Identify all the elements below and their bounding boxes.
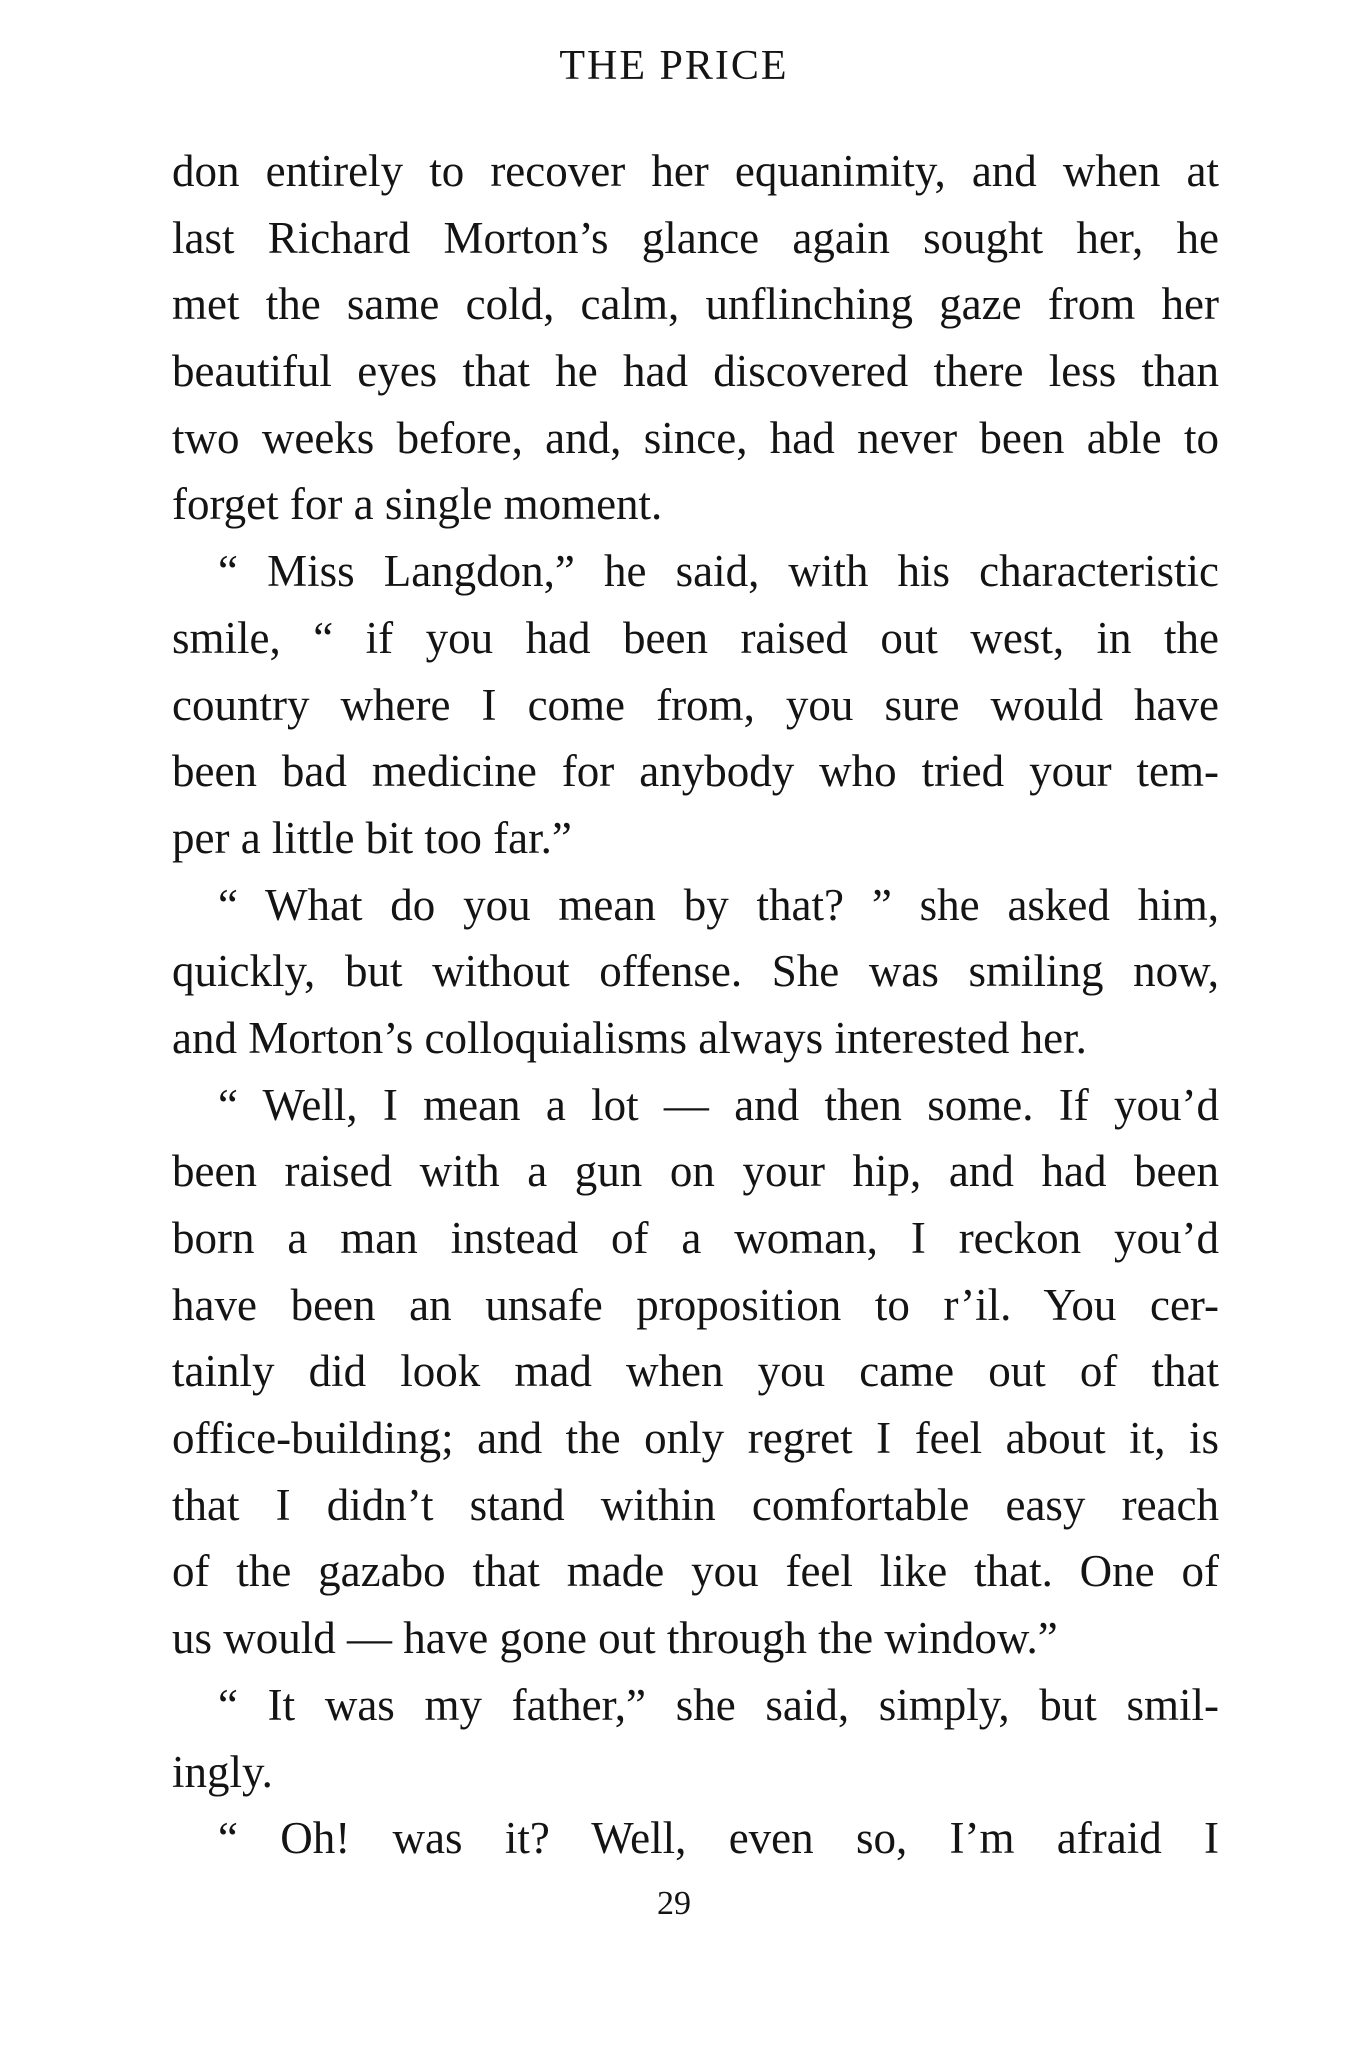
text-line: us would — have gone out through the window.” <box>172 1613 1058 1664</box>
text-line: of the gazabo that made you feel like that. One of <box>172 1546 1219 1597</box>
text-line: “ Well, I mean a lot — and then some. If you’d <box>218 1079 1219 1130</box>
text-line: born a man instead of a woman, I reckon you’d <box>172 1213 1219 1263</box>
text-line: don entirely to recover her equanimity, and when at <box>172 146 1219 196</box>
text-line: per a little bit too far.” <box>172 812 572 863</box>
text-line: “ It was my father,” she said, simply, but smil- <box>218 1679 1219 1730</box>
text-line: “ Oh! was it? Well, even so, I’m afraid I <box>218 1813 1219 1864</box>
text-line: beautiful eyes that he had discovered there less than <box>172 346 1219 397</box>
text-line: ingly. <box>172 1746 273 1797</box>
running-head: THE PRICE <box>559 43 789 89</box>
text-line: been bad medicine for anybody who tried your tem- <box>172 746 1219 797</box>
text-line: been raised with a gun on your hip, and had been <box>172 1146 1219 1197</box>
text-line: forget for a single moment. <box>172 479 663 530</box>
text-line: tainly did look mad when you came out of that <box>172 1346 1219 1397</box>
text-line: met the same cold, calm, unflinching gaze from her <box>172 279 1219 330</box>
text-line: last Richard Morton’s glance again sought her, he <box>172 212 1219 263</box>
text-line: two weeks before, and, since, had never been able to <box>172 412 1219 463</box>
text-line: office-building; and the only regret I feel about it, is <box>172 1413 1219 1464</box>
text-line: “ What do you mean by that? ” she asked him, <box>218 879 1219 930</box>
text-line: that I didn’t stand within comfortable easy reach <box>172 1479 1219 1530</box>
body-text <box>172 138 1219 1872</box>
text-line: country where I come from, you sure would have <box>172 679 1219 730</box>
page-number: 29 <box>657 1885 691 1922</box>
text-line: quickly, but without offense. She was smiling now, <box>172 946 1219 997</box>
text-line: “ Miss Langdon,” he said, with his characteristic <box>218 546 1219 597</box>
text-line: and Morton’s colloquialisms always interested her. <box>172 1012 1087 1063</box>
text-line: smile, “ if you had been raised out west, in the <box>172 612 1219 663</box>
text-line: have been an unsafe proposition to r’il. You cer- <box>172 1279 1219 1330</box>
